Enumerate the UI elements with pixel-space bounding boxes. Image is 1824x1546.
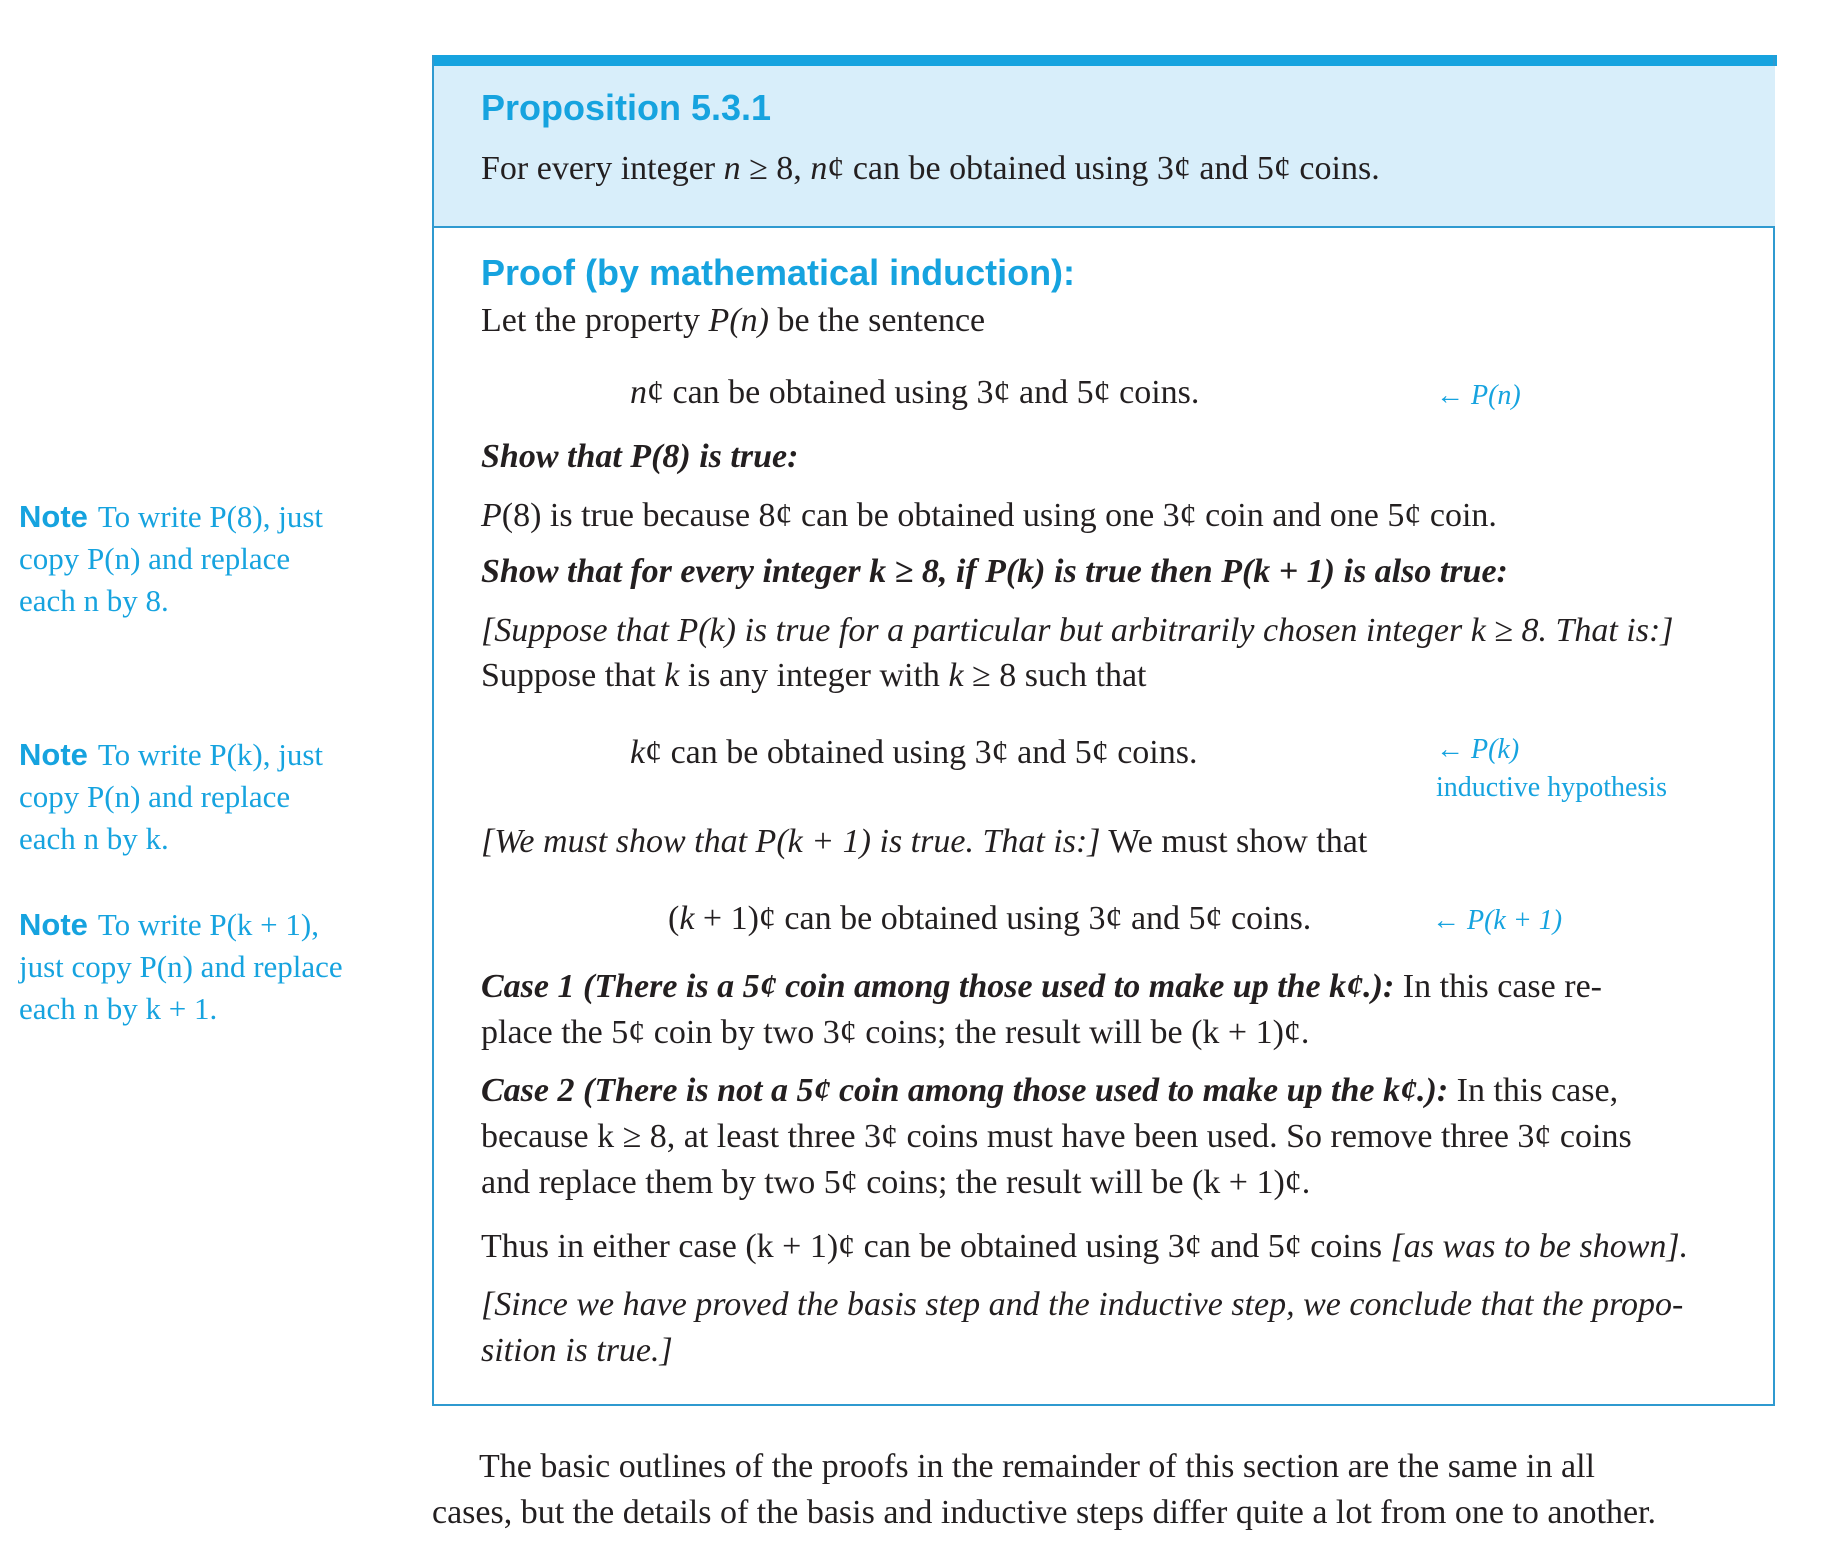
margin-note-pk (19, 734, 323, 860)
basis-p: P (481, 497, 502, 534)
case2-line2: because k ≥ 8, at least three 3¢ coins must have been used. So remove three 3¢ coins (481, 1118, 1632, 1155)
pk1-text: + 1)¢ can be obtained using 3¢ and 5¢ coins. (694, 900, 1312, 937)
suppose-part: is any integer with (679, 657, 949, 694)
basis-heading: Show that P(8) is true: (481, 438, 799, 475)
case2-heading: Case 2 (There is not a 5¢ coin among those used to make up the k¢.): (481, 1072, 1449, 1109)
conclusion-line1: [Since we have proved the basis step and the inductive step, we conclude that the propo- (481, 1286, 1684, 1323)
pn-tag (1436, 380, 1521, 412)
note-text: each n by 8. (19, 583, 169, 618)
pk1-tag-label: P(k + 1) (1467, 905, 1563, 936)
must-text: We must show that (1100, 823, 1368, 860)
pk1-display (668, 900, 1311, 938)
note-text: each n by k. (19, 821, 169, 856)
left-arrow-icon: ← (1432, 905, 1460, 936)
thus-text (481, 1228, 1688, 1266)
case1-line1 (481, 968, 1602, 1006)
proposition-statement (481, 150, 1380, 188)
suppose-text (481, 657, 1147, 695)
statement-text: ≥ 8, (740, 150, 811, 187)
thus-bracket: [as was to be shown]. (1390, 1228, 1689, 1265)
intro-text: Let the property (481, 302, 709, 339)
must-show (481, 823, 1367, 861)
pk-tag-hypothesis: inductive hypothesis (1436, 772, 1667, 803)
note-line (19, 904, 343, 946)
note-text: To write P(8), just (97, 499, 324, 534)
must-bracket: [We must show that P(k + 1) is true. That is:] (481, 823, 1101, 860)
note-label: Note (19, 907, 88, 942)
margin-note-pk1 (19, 904, 343, 1030)
case1-text: In this case re- (1394, 968, 1602, 1005)
statement-var: n (810, 150, 828, 187)
pk1-paren: ( (668, 900, 680, 937)
note-text: To write P(k), just (97, 737, 324, 772)
note-text: To write P(k + 1), (97, 907, 319, 942)
proposition-title: Proposition 5.3.1 (481, 87, 772, 128)
left-arrow-icon: ← (1436, 734, 1464, 765)
margin-note-p8 (19, 496, 323, 622)
basis-text (481, 497, 1497, 535)
note-line (19, 496, 323, 538)
note-text: just copy P(n) and replace (19, 949, 343, 984)
intro-n: (n) (729, 302, 769, 339)
case1-heading: Case 1 (There is a 5¢ coin among those used to make up the k¢.): (481, 968, 1395, 1005)
case2-line1 (481, 1072, 1618, 1110)
pn-text: ¢ can be obtained using 3¢ and 5¢ coins. (647, 374, 1200, 411)
pn-tag-label: P(n) (1471, 380, 1521, 411)
pk-display (630, 734, 1197, 772)
basis-sentence: (8) is true because 8¢ can be obtained using one 3¢ coin and one 5¢ coin. (501, 497, 1497, 534)
thus-main: Thus in either case (k + 1)¢ can be obtained using 3¢ and 5¢ coins (481, 1228, 1391, 1265)
statement-text: ¢ can be obtained using 3¢ and 5¢ coins. (827, 150, 1380, 187)
case2-line3: and replace them by two 5¢ coins; the result will be (k + 1)¢. (481, 1164, 1311, 1201)
left-arrow-icon: ← (1436, 380, 1464, 411)
proof-intro (481, 302, 985, 340)
suppose-k: k (664, 657, 680, 694)
note-label: Note (19, 737, 88, 772)
conclusion-line2: sition is true.] (481, 1332, 673, 1369)
pk1-tag (1432, 905, 1562, 937)
pn-display (630, 374, 1199, 412)
case1-line2: place the 5¢ coin by two 3¢ coins; the result will be (k + 1)¢. (481, 1014, 1310, 1051)
intro-text: be the sentence (768, 302, 986, 339)
suppose-part: ≥ 8 such that (963, 657, 1147, 694)
note-text: copy P(n) and replace (19, 541, 291, 576)
intro-p: P (708, 302, 730, 339)
proof-title: Proof (by mathematical induction): (481, 252, 1076, 293)
statement-var: n (723, 150, 741, 187)
footer-line1: The basic outlines of the proofs in the remainder of this section are the same in all (479, 1448, 1595, 1485)
case2-text: In this case, (1448, 1072, 1619, 1109)
pn-var: n (630, 374, 647, 411)
inductive-heading: Show that for every integer k ≥ 8, if P(k) is true then P(k + 1) is also true: (481, 553, 1508, 590)
statement-text: For every integer (481, 150, 724, 187)
note-text: copy P(n) and replace (19, 779, 291, 814)
footer-line2: cases, but the details of the basis and inductive steps differ quite a lot from one to another. (432, 1494, 1656, 1531)
note-label: Note (19, 499, 88, 534)
pk-var: k (630, 734, 646, 771)
pk-text: ¢ can be obtained using 3¢ and 5¢ coins. (645, 734, 1198, 771)
suppose-k: k (948, 657, 964, 694)
suppose-part: Suppose that (481, 657, 665, 694)
note-text: each n by k + 1. (19, 991, 218, 1026)
pk1-var: k (679, 900, 695, 937)
pk-tag-label: P(k) (1471, 734, 1520, 765)
pk-tag (1436, 734, 1519, 766)
note-line (19, 734, 323, 776)
suppose-bracket: [Suppose that P(k) is true for a particular but arbitrarily chosen integer k ≥ 8. That is:] (481, 612, 1674, 649)
